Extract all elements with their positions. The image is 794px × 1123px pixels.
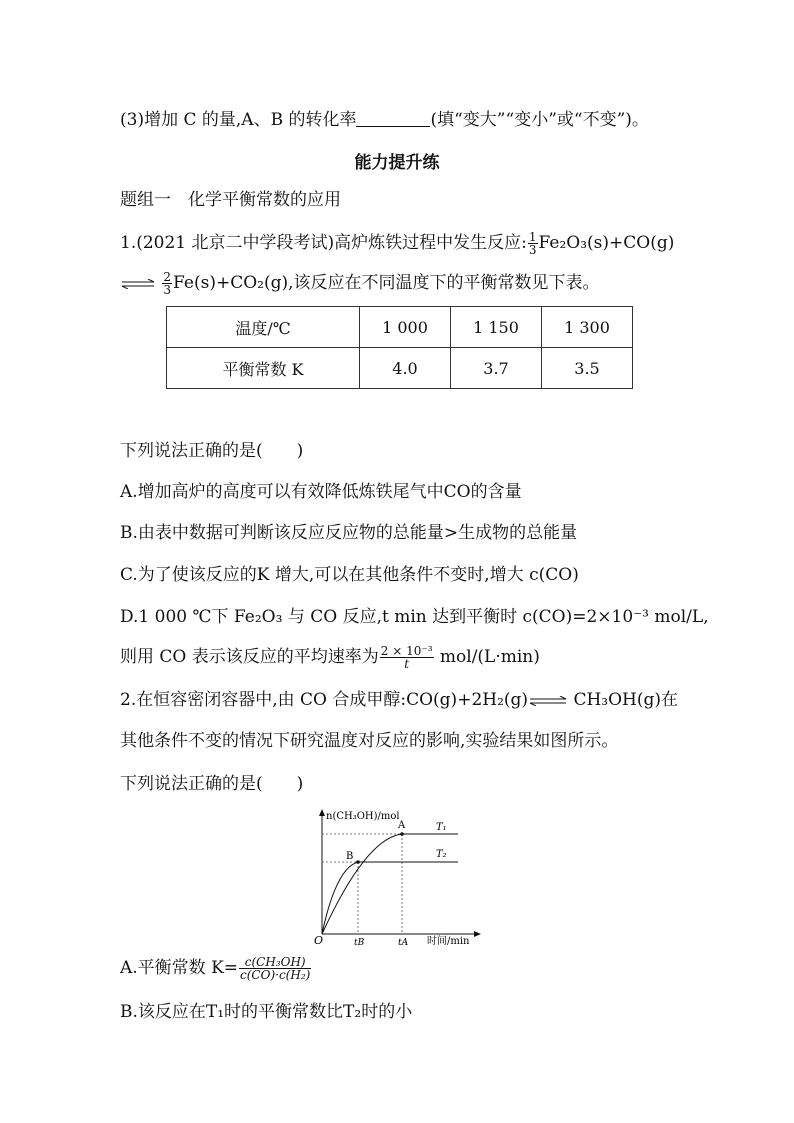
p2-option-b[interactable]: B.该反应在T₁时的平衡常数比T₂时的小: [120, 1002, 413, 1022]
p1-option-d-fraction: $\frac{\text{2 × 10⁻³}}{t}$: [380, 644, 433, 671]
point-a-label: A: [398, 820, 406, 831]
point-b: [356, 860, 360, 864]
p1-line1-formula: Fe₂O₃(s)+CO(g): [538, 233, 675, 253]
p1-line1-text: 1.(2021 北京二中学段考试)高炉炼铁过程中发生反应:: [120, 233, 527, 253]
q3-answer-blank[interactable]: [356, 110, 430, 127]
p1-option-d-unit: mol/(L·min): [434, 647, 540, 667]
p2-option-a[interactable]: [120, 956, 312, 981]
x-axis-label: 时间/min: [427, 936, 470, 947]
p2-line1-text: 2.在恒容密闭容器中,由 CO 合成甲醇:CO(g)+2H₂(g): [120, 690, 529, 710]
x-axis-arrow: [474, 931, 481, 937]
p2-line2: 其他条件不变的情况下研究温度对反应的影响,实验结果如图所示。: [120, 731, 619, 751]
y-axis-arrow: [319, 809, 325, 816]
p1-option-d-text: 则用 CO 表示该反应的平均速率为: [120, 647, 379, 667]
table-cell: 4.0: [360, 348, 451, 389]
table-row: [167, 307, 633, 348]
p2-line1: [120, 688, 678, 712]
p2-question: 下列说法正确的是( ): [120, 774, 304, 794]
x-tick-tb: tB: [354, 938, 365, 948]
p2-option-a-text: A.平衡常数 K=: [120, 958, 239, 978]
table-row: [167, 348, 633, 389]
p2-option-a-fraction: $\frac{\text{c(CH₃OH)}}{\text{c(CO)·c(H₂)}}$: [240, 955, 311, 982]
p1-line2-text: Fe(s)+CO₂(g),该反应在不同温度下的平衡常数见下表。: [173, 273, 600, 293]
q3-line: [120, 108, 649, 132]
point-b-label: B: [346, 851, 354, 862]
table-cell: 1 300: [542, 307, 633, 348]
p1-option-b[interactable]: B.由表中数据可判断该反应反应物的总能量>生成物的总能量: [120, 523, 578, 543]
origin-label: O: [314, 934, 324, 947]
group-title: 题组一 化学平衡常数的应用: [120, 190, 341, 210]
equilibrium-constant-table: [166, 306, 633, 389]
methanol-time-chart: [306, 806, 486, 951]
q3-suffix: (填“变大”“变小”或“不变”)。: [430, 110, 649, 130]
series-t2-label: T₂: [436, 849, 447, 860]
equilibrium-arrow-icon: [528, 696, 568, 706]
table-header-label: 温度/℃: [167, 307, 360, 348]
table-cell: 1 150: [451, 307, 542, 348]
point-a: [400, 832, 404, 836]
p1-line2: [120, 271, 600, 296]
table-cell: 3.7: [451, 348, 542, 389]
table-row-label: 平衡常数 K: [167, 348, 360, 389]
series-t2-curve: [322, 862, 458, 934]
p1-question: 下列说法正确的是( ): [120, 441, 304, 461]
table-cell: 3.5: [542, 348, 633, 389]
equilibrium-arrow-icon: [120, 279, 156, 289]
p1-option-c[interactable]: C.为了使该反应的K 增大,可以在其他条件不变时,增大 c(CO): [120, 565, 579, 585]
y-axis-label: n(CH₃OH)/mol: [326, 811, 400, 822]
p1-option-a[interactable]: A.增加高炉的高度可以有效降低炼铁尾气中CO的含量: [120, 482, 522, 502]
series-t1-label: T₁: [436, 822, 447, 833]
section-title: 能力提升练: [354, 153, 440, 173]
p1-frac-two-thirds: $\frac{2}{3}$: [163, 270, 172, 297]
p2-line1-post: CH₃OH(g)在: [568, 690, 679, 710]
x-tick-ta: tA: [398, 938, 409, 948]
q3-label: (3)增加 C 的量,A、B 的转化率: [120, 110, 357, 130]
p1-option-d-line1[interactable]: D.1 000 ℃下 Fe₂O₃ 与 CO 反应,t min 达到平衡时 c(CO)=2×10⁻³ mol/L,: [120, 607, 709, 627]
p1-line1: [120, 231, 674, 256]
table-cell: 1 000: [360, 307, 451, 348]
p1-option-d-line2[interactable]: [120, 645, 540, 670]
p1-frac-one-third: $\frac{1}{3}$: [528, 230, 537, 257]
